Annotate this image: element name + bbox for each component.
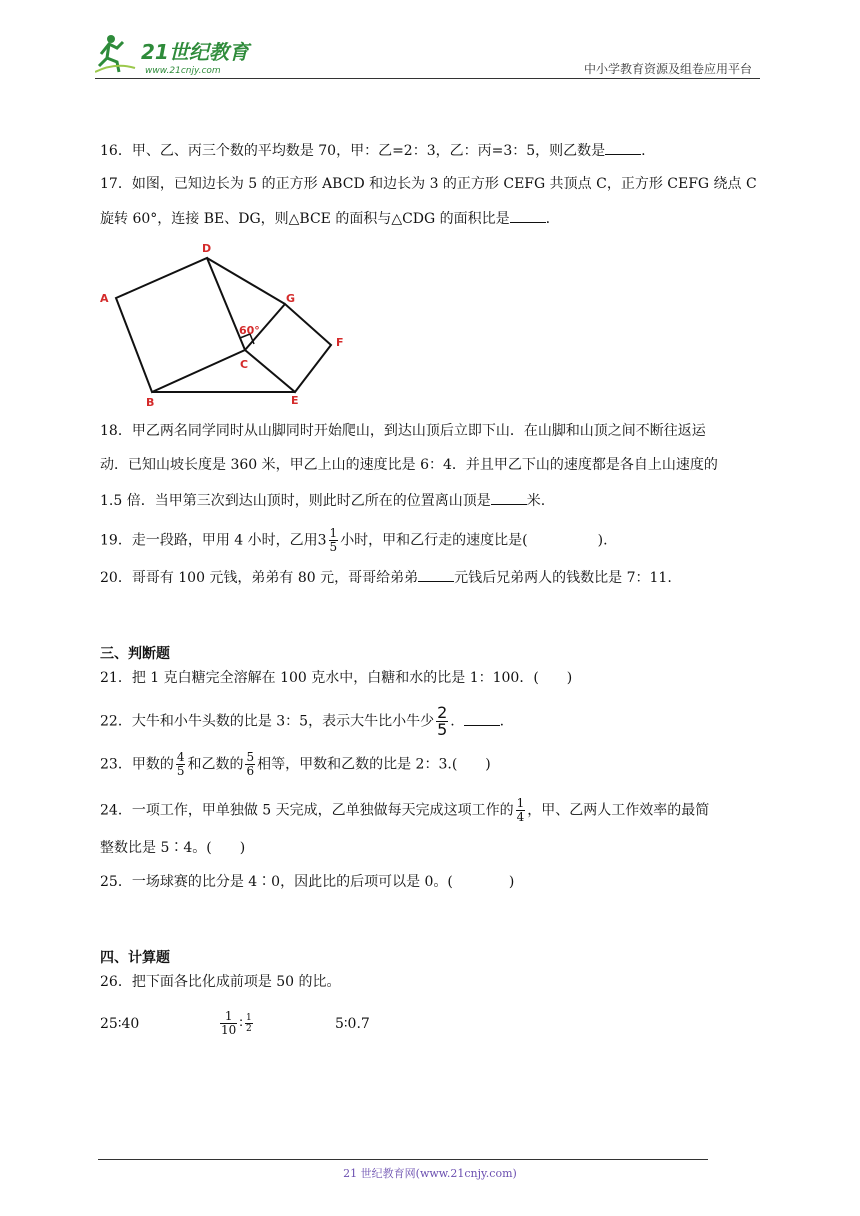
label-f: F	[336, 336, 344, 349]
label-c: C	[240, 358, 249, 371]
label-a: A	[100, 292, 109, 305]
logo-url: www.21cnjy.com	[145, 66, 221, 76]
label-e: E	[291, 394, 299, 407]
geometry-diagram	[100, 240, 360, 410]
square-cefg	[245, 304, 331, 392]
logo-title: 21世纪教育	[141, 40, 249, 64]
answer-blank	[605, 140, 641, 155]
fraction: $\frac{1}{2}$	[245, 1013, 252, 1034]
segment-dg	[207, 258, 285, 304]
fraction: $\frac{1}{10}$	[221, 1009, 237, 1037]
fraction: $\frac{4}{5}$	[176, 750, 185, 778]
question-17-line1: 17．如图，已知边长为 5 的正方形 ABCD 和边长为 3 的正方形 CEFG 共顶点 C，正方形 CEFG 绕点 C	[100, 176, 757, 192]
question-22: 22．大牛和小牛头数的比是 3：5，表示大牛比小牛少 $\frac{2}{5}$ . .	[100, 703, 505, 739]
question-17-line2: 旋转 60°，连接 BE、DG，则△BCE 的面积与△CDG 的面积比是 .	[100, 208, 550, 229]
answer-blank	[510, 208, 546, 223]
question-25: 25．一场球赛的比分是 4∶0，因此比的后项可以是 0。( )	[100, 874, 515, 890]
question-20: 20．哥哥有 100 元钱，弟弟有 80 元，哥哥给弟弟 元钱后兄弟两人的钱数比是 7：11.	[100, 567, 672, 588]
answer-blank	[491, 490, 527, 505]
page-header	[95, 30, 760, 80]
label-b: B	[146, 396, 155, 409]
question-24-line1: 24．一项工作，甲单独做 5 天完成，乙单独做每天完成这项工作的 $\frac{1}{4}$ ，甲、乙两人工作效率的最简	[100, 796, 710, 824]
question-18-line3: 1.5 倍．当甲第三次到达山顶时，则此时乙所在的位置离山顶是 米.	[100, 490, 545, 511]
question-26-item-1: 25∶40	[100, 1016, 140, 1032]
question-19: 19．走一段路，甲用 4 小时，乙用3 $\frac{1}{5}$ 小时，甲和乙行走的速度比是( ).	[100, 526, 608, 554]
answer-blank	[464, 711, 500, 726]
question-18-line2: 动．已知山坡长度是 360 米，甲乙上山的速度比是 6：4．并且甲乙下山的速度都是各自上山速度的	[100, 457, 718, 473]
section-judgment-title: 三、判断题	[100, 646, 170, 662]
question-21: 21．把 1 克白糖完全溶解在 100 克水中，白糖和水的比是 1：100．( )	[100, 670, 573, 686]
question-18-line1: 18．甲乙两名同学同时从山脚同时开始爬山，到达山顶后立即下山．在山脚和山顶之间不断往返运	[100, 423, 706, 439]
label-angle: 60°	[239, 324, 260, 337]
fraction: $\frac{1}{5}$	[329, 526, 338, 554]
label-d: D	[202, 242, 212, 255]
fraction: $\frac{5}{6}$	[246, 750, 255, 778]
question-24-line2: 整数比是 5∶4。( )	[100, 840, 246, 856]
label-g: G	[286, 292, 296, 305]
fraction: $\frac{2}{5}$	[437, 703, 448, 739]
footer-divider	[98, 1159, 708, 1160]
header-tagline: 中小学教育资源及组卷应用平台	[583, 62, 752, 76]
question-23: 23．甲数的 $\frac{4}{5}$ 和乙数的 $\frac{5}{6}$ 相等，甲数和乙数的比是 2：3.( )	[100, 750, 491, 778]
question-16: 16．甲、乙、丙三个数的平均数是 70，甲：乙=2：3，乙：丙=3：5，则乙数是 .	[100, 140, 646, 161]
runner-icon	[95, 35, 135, 72]
logo	[95, 32, 275, 78]
footer-text: 21 世纪教育网(www.21cnjy.com)	[343, 1167, 517, 1180]
section-calc-title: 四、计算题	[100, 950, 170, 966]
answer-blank	[418, 567, 454, 582]
question-26-title: 26．把下面各比化成前项是 50 的比。	[100, 974, 341, 990]
square-abcd	[116, 258, 245, 392]
header-divider	[95, 78, 760, 79]
fraction: $\frac{1}{4}$	[516, 796, 525, 824]
question-26-item-2: $\frac{1}{10}$ ∶ $\frac{1}{2}$	[221, 1009, 252, 1037]
question-26-item-3: 5∶0.7	[335, 1016, 370, 1032]
